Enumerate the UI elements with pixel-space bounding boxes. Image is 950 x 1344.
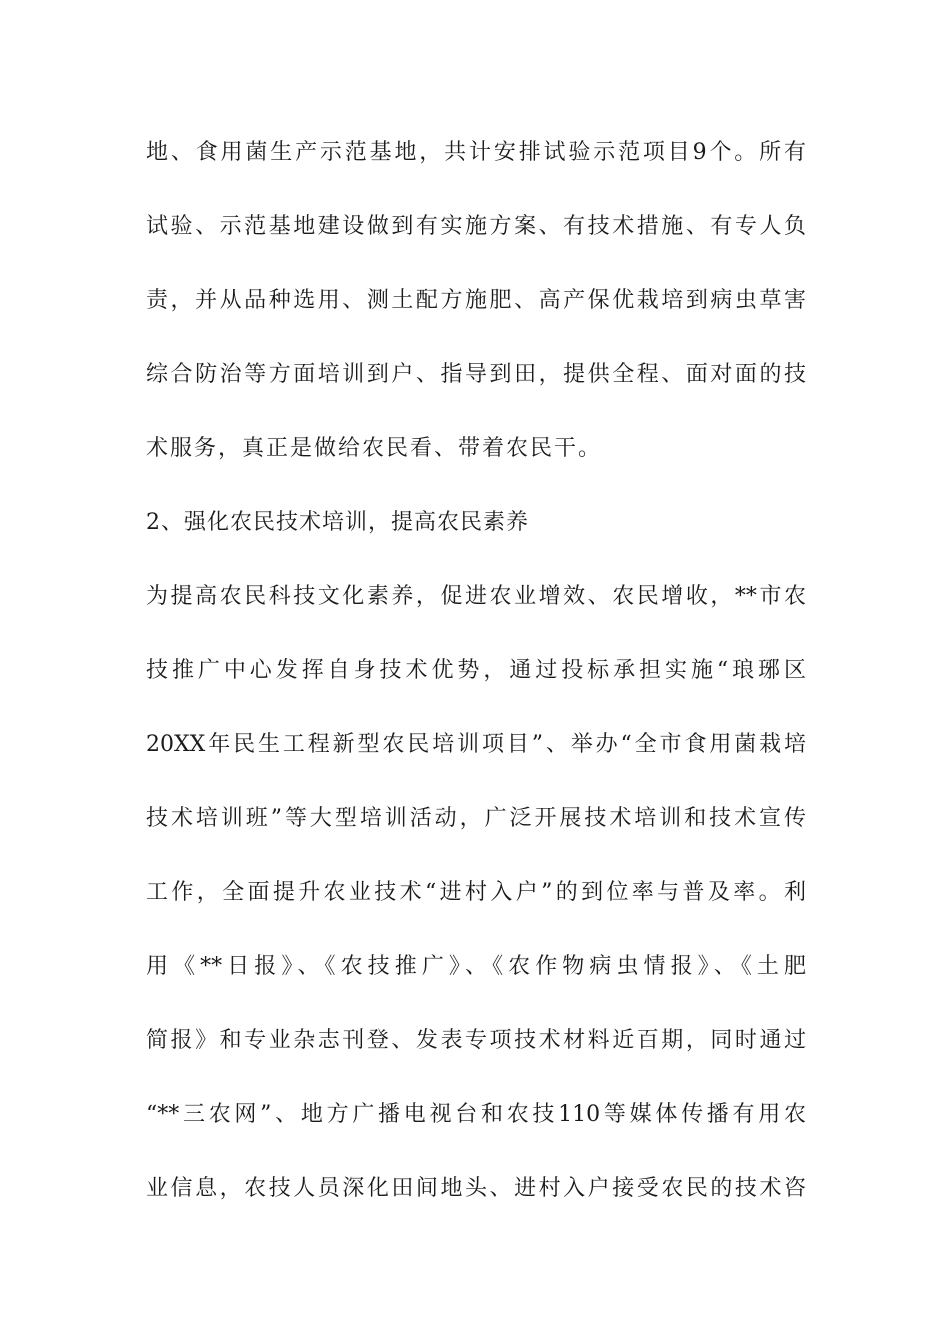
text-line: 用《**日报》、《农技推广》、《农作物病虫情报》、《土肥 <box>146 954 806 979</box>
text-line: 术服务，真正是做给农民看、带着农民干。 <box>146 436 603 461</box>
text-line: “**三农网”、地方广播电视台和农技110等媒体传播有用农 <box>146 1102 806 1127</box>
text-line: 试验、示范基地建设做到有实施方案、有技术措施、有专人负 <box>146 214 806 239</box>
text-line: 20XX年民生工程新型农民培训项目”、举办“全市食用菌栽培 <box>146 732 806 757</box>
section-heading: 2、强化农民技术培训，提高农民素养 <box>146 510 529 535</box>
body-text <box>146 128 806 1238</box>
text-line: 技术培训班”等大型培训活动，广泛开展技术培训和技术宣传 <box>146 806 806 831</box>
text-line: 为提高农民科技文化素养，促进农业增效、农民增收，**市农 <box>146 584 806 609</box>
text-line: 技推广中心发挥自身技术优势，通过投标承担实施“琅琊区 <box>146 658 806 683</box>
text-line: 工作，全面提升农业技术“进村入户”的到位率与普及率。利 <box>146 880 806 905</box>
text-line: 综合防治等方面培训到户、指导到田，提供全程、面对面的技 <box>146 362 806 387</box>
text-line: 责，并从品种选用、测土配方施肥、高产保优栽培到病虫草害 <box>146 288 806 313</box>
text-line: 业信息，农技人员深化田间地头、进村入户接受农民的技术咨 <box>146 1176 806 1201</box>
text-line: 简报》和专业杂志刊登、发表专项技术材料近百期，同时通过 <box>146 1028 806 1053</box>
text-line: 地、食用菌生产示范基地，共计安排试验示范项目9个。所有 <box>146 140 806 165</box>
